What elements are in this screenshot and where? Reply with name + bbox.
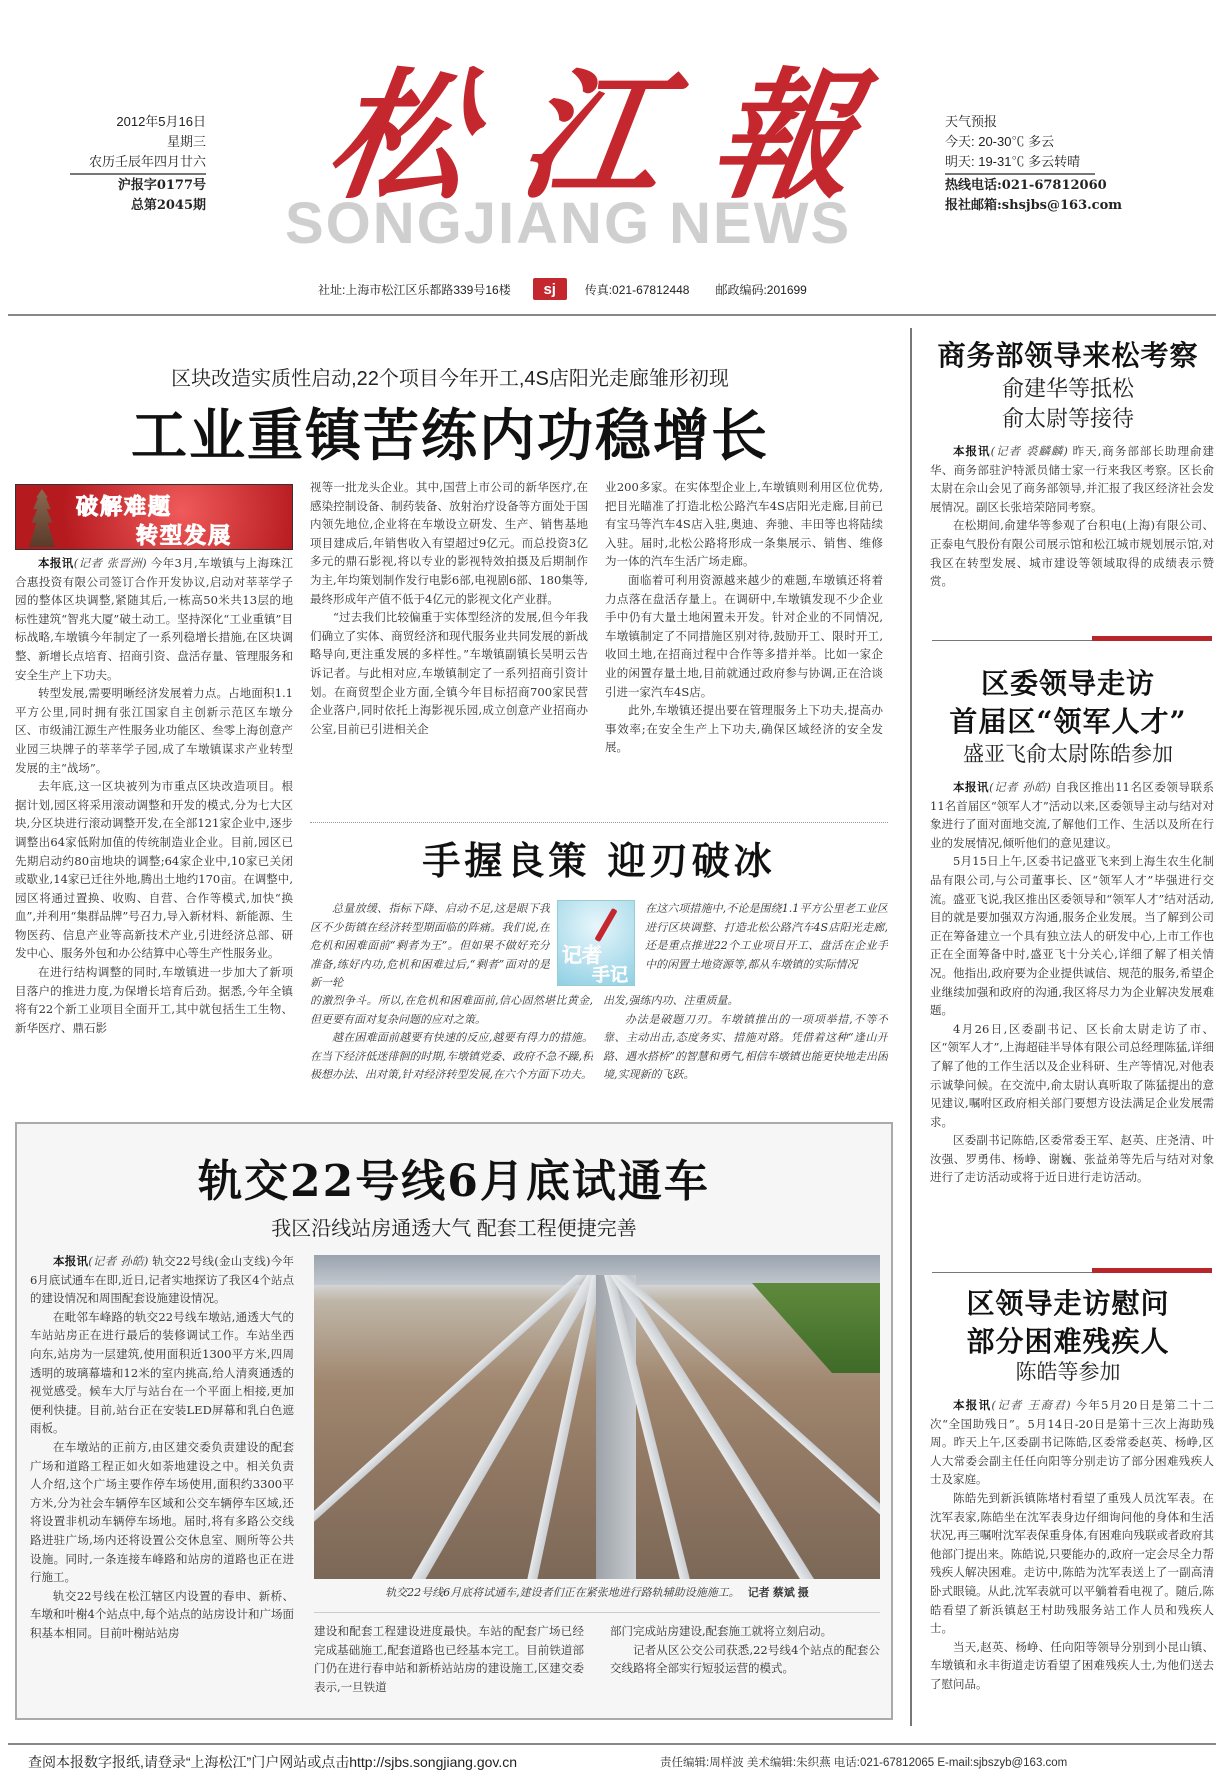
paragraph: 在车墩站的正前方,由区建交委负责建设的配套广场和道路工程正如火如荼地建设之中。相关负责人介绍,这个广场主要作停车场使用,面积约3300平方米,分为社会车辆停车区域和公交车辆停车区域,还将设置非机动车辆停车场地。届时,将有多路公交线路进驻广场,场内还将设置公交休息室、厕所等公共设施。同时,一条连接车峰路和站房的道路也正在进行施工。	[30, 1439, 294, 1585]
sidebar-headline-1[interactable]: 商务部领导来松考察	[937, 339, 1199, 372]
sidebar-article-1	[930, 442, 1214, 634]
sidebar-headline-3b[interactable]: 部分困难残疾人	[966, 1325, 1170, 1358]
sidebar-subheadline: 俞太尉等接待	[1001, 406, 1134, 431]
byline-lead: 本报讯	[53, 1254, 89, 1268]
weather-tomorrow: 明天: 19-31℃ 多云转晴	[945, 154, 1081, 169]
rail-article-col2	[314, 1622, 584, 1712]
lead-article-col2	[310, 478, 588, 808]
divider	[8, 314, 1216, 316]
divider	[70, 173, 206, 175]
divider	[945, 173, 1095, 175]
column-banner	[15, 484, 293, 550]
paragraph: 转型发展,需要明晰经济发展着力点。占地面积1.1平方公里,同时拥有张江国家自主创新示范区车墩分区、市级浦江源生产性服务业功能区、叁零上海创意产业园三块牌子的莘莘学子园,成了车墩镇谋求产业转型发展的主“战场”。	[15, 686, 293, 775]
notice-text: 查阅本报数字报纸,请登录“上海松江”门户网站或点击	[28, 1754, 350, 1770]
paragraph	[930, 442, 1214, 516]
paragraph-text: 今年5月20日是第二十二次“全国助残日”。5月14日-20日是第十三次上海助残周。昨天上午,区委副书记陈皓,区委常委赵英、杨峥,区人大常委会副主任任向阳等分别走访了部分困难残疾人士及家庭。	[930, 1398, 1214, 1487]
icon-label: 记者	[562, 943, 602, 967]
rail-article-col1	[30, 1252, 294, 1712]
commentary-left-top	[310, 900, 550, 992]
paragraph: 部门完成站房建设,配套施工就将立刻启动。	[610, 1624, 833, 1638]
issue-number: 总第2045期	[130, 198, 206, 213]
hotline: 热线电话:021-67812060	[945, 178, 1107, 193]
commentary-right-top	[645, 900, 888, 992]
digital-edition-link[interactable]: http://sjbs.songjiang.gov.cn	[349, 1754, 518, 1770]
section-divider	[932, 1272, 1212, 1273]
lead-article-col3	[605, 478, 883, 808]
sj-logo-icon: sj	[533, 278, 567, 300]
photo-field	[720, 1283, 880, 1373]
byline-lead: 本报讯	[953, 780, 990, 794]
lead-kicker: 区块改造实质性启动,22个项目今年开工,4S店阳光走廊雏形初现	[171, 368, 729, 390]
sidebar-subheadline: 俞建华等抵松	[1001, 376, 1134, 401]
banner-line1: 破解难题	[76, 495, 173, 520]
paragraph: “过去我们比较偏重于实体型经济的发展,但今年我们确立了实体、商贸经济和现代服务业共同发展的新战略导向,更注重发展的多样性。”车墩镇副镇长吴明云告诉记者。与此相对应,车墩镇制定了一系列招商引资计划。在商贸型企业方面,全镇今年目标招商700家民营企业落户,同时依托上海影视乐园,成立创意产业招商办公室,目前已引进相关企	[310, 610, 588, 736]
paragraph-text: 昨天,商务部部长助理俞建华、商务部驻沪特派员储士家一行来我区考察。区长俞太尉在佘山会见了商务部领导,并汇报了我区经济社会发展情况。副区长张培荣陪同考察。	[930, 444, 1214, 514]
banner-line2: 转型发展	[136, 524, 233, 549]
logo-char: 江	[510, 55, 670, 219]
paragraph: 出发,强练内功、注重质量。	[603, 994, 739, 1007]
caption-text: 轨交22号线6月底将试通车,建设者们正在紧张地进行路轨辅助设施施工。	[385, 1586, 740, 1599]
photo-caption	[314, 1584, 880, 1600]
paragraph-text: 今年3月,车墩镇与上海珠江合惠投资有限公司签订合作开发协议,启动对莘莘学子园的整体区块调整,紧随其后,一栋高50米共13层的地标性建筑“智兆大厦”破土动工。坚持深化“工业重镇”目标战略,车墩镇今年制定了一系列稳增长措施,在区块调整、新增长点培育、招商引资、盘活存量、管理服务和安全生产上下功夫。	[15, 556, 293, 682]
weather-contact-block	[945, 112, 1125, 216]
paragraph	[930, 1396, 1214, 1489]
paragraph: 轨交22号线在松江辖区内设置的春申、新桥、车墩和叶榭4个站点中,每个站点的站房设计和广场面积基本相同。目前叶榭站站房	[30, 1588, 294, 1640]
masthead-date-block	[60, 112, 206, 216]
address: 社址:上海市松江区乐都路339号16楼	[318, 282, 511, 297]
paragraph: 的激烈争斗。所以,在危机和困难面前,信心固然堪比黄金,但更要有面对复杂问题的应对之策。	[310, 994, 593, 1026]
photo-credit: 记者 蔡斌 摄	[747, 1587, 809, 1599]
paragraph: 当天,赵英、杨峥、任向阳等领导分别到小昆山镇、车墩镇和永丰街道走访看望了困难残疾人士,为他们送去了慰问品。	[930, 1639, 1214, 1691]
rail-article-col3	[610, 1622, 880, 1712]
paragraph: 此外,车墩镇还提出要在管理服务上下功夫,提高办事效率;在安全生产上下功夫,确保区域经济的安全发展。	[605, 703, 883, 755]
paragraph: 视等一批龙头企业。其中,国营上市公司的新华医疗,在感染控制设备、制药装备、放射治疗设备等方面处于国内领先地位,企业将在车墩设立研发、生产、销售基地项目建成后,年销售收入有望超过9亿元。而总投资3亿多元的鼎石影视,将以专业的影视特效拍摄及后期制作为主,年均策划制作发行电影6部,电视剧6部、180集等,最终形成年产值不低于4亿元的影视文化产业群。	[310, 480, 588, 606]
commentary-left-bottom	[310, 992, 593, 1102]
logo-english: SONGJIANG NEWS	[285, 191, 852, 256]
divider	[310, 822, 888, 823]
lead-article-col1	[15, 554, 293, 1094]
issue-date: 2012年5月16日	[116, 114, 206, 129]
lunar-date: 农历壬辰年四月廿六	[88, 154, 206, 169]
paragraph: 总量放缓、指标下降、启动不足,这是眼下我区不少街镇在经济转型期面临的阵痛。我们说,在危机和困难面前“剩者为王”。但如果不做好充分准备,练好内功,危机和困难过后,“剩者”面对的是新一轮	[310, 902, 550, 990]
sidebar-headline-3[interactable]: 区领导走访慰问	[966, 1287, 1170, 1320]
sidebar-article-2	[930, 778, 1214, 1278]
byline-reporter: (记者 王裔君)	[991, 1398, 1071, 1412]
paragraph: 业200多家。在实体型企业上,车墩镇则利用区位优势,把目光瞄准了打造北松公路汽车4S店阳光走廊,目前已有宝马等汽车4S店入驻,奥迪、奔驰、丰田等也将陆续入驻。届时,北松公路将形成一条集展示、销售、维修为一体的汽车生活广场走廊。	[605, 480, 883, 569]
email[interactable]: 报社邮箱:shsjbs@163.com	[945, 198, 1123, 213]
photo-beam	[408, 1275, 601, 1579]
postcode: 邮政编码:201699	[715, 282, 807, 297]
paragraph: 在毗邻车峰路的轨交22号线车墩站,通透大气的车站站房正在进行最后的装修调试工作。车站坐西向东,站房为一层建筑,使用面积近1300平方米,四周透明的玻璃幕墙和12米的室内挑高,给人清爽通透的视觉感受。候车大厅与站台在一个平面上相接,更加便利快捷。目前,站台正在安装LED屏幕和乳白色遮雨板。	[30, 1309, 294, 1436]
paragraph: 建设和配套工程建设进度最快。车站的配套广场已经完成基础施工,配套道路也已经基本完工。目前铁道部门仍在进行春申站和新桥站站房的建设施工,区建交委表示,一旦铁道	[314, 1624, 584, 1694]
paragraph-text: 自我区推出11名区委领导联系11名首届区“领军人才”活动以来,区委领导主动与结对对象进行了面对面地交流,了解他们工作、生活以及所在行业的发展情况,倾听他们的意见建议。	[930, 780, 1214, 850]
sidebar-headline-2b[interactable]: 首届区“领军人才”	[949, 705, 1187, 738]
address-bar	[318, 278, 938, 300]
paragraph: 5月15日上午,区委书记盛亚飞来到上海生农生化制品有限公司,与公司董事长、区“领军人才”毕强进行交流。盛亚飞说,我区推出区委领导和“领军人才”结对活动,目的就是要加强双方沟通,服务企业发展。当了解到公司正在筹备建立一个具有独立法人的研发中心,上市工作也正在全面筹备中时,盛亚飞十分关心,详细了解了相关情况。他指出,政府要为企业提供诚信、规范的服务,希望企业继续加强和政府的沟通,我区将尽力为企业解决发展难题。	[930, 854, 1214, 1018]
paragraph: 4月26日,区委副书记、区长俞太尉走访了市、区“领军人才”,上海超硅半导体有限公司总经理陈猛,详细了解了他的工作生活以及企业科研、生产等情况,对他表示诚挚问候。在交流中,俞太尉认真听取了陈猛提出的意见建议,嘱咐区政府相关部门要想方设法满足企业发展需求。	[930, 1021, 1214, 1129]
byline-reporter: (记者 裘麟麟)	[990, 444, 1068, 458]
newspaper-logo[interactable]	[318, 55, 862, 219]
paragraph	[930, 778, 1214, 852]
byline-reporter: (记者 孙皓)	[989, 780, 1051, 794]
lead-headline[interactable]: 工业重镇苦练内功稳增长	[131, 404, 769, 469]
issue-weekday: 星期三	[166, 134, 206, 149]
sidebar-subheadline: 陈皓等参加	[1015, 1361, 1121, 1384]
weather-title: 天气预报	[945, 114, 998, 129]
paragraph: 记者从区公交公司获悉,22号线4个站点的配套公交线路将全部实行短驳运营的模式。	[610, 1642, 880, 1676]
fax: 传真:021-67812448	[584, 282, 690, 297]
editor-credits: 责任编辑:周样波 美术编辑:朱织燕 电话:021-67812065 E-mail:sjbszyb@163.com	[660, 1757, 1068, 1769]
icon-label: 手记	[592, 965, 628, 986]
paragraph: 在进行结构调整的同时,车墩镇进一步加大了新项目落户的推进力度,为保增长培育后劲。据悉,今年全镇将有22个新工业项目全面开工,其中就包括生工生物、新华医疗、鼎石影	[15, 965, 293, 1035]
byline-reporter: (记者 张晋洲)	[73, 556, 147, 570]
pen-icon	[594, 908, 617, 942]
rail-headline[interactable]: 轨交22号线6月底试通车	[198, 1156, 710, 1207]
byline-lead: 本报讯	[953, 1398, 992, 1412]
byline-lead: 本报讯	[38, 556, 74, 570]
logo-char: 報	[702, 55, 862, 219]
divider	[314, 1612, 880, 1613]
section-divider	[932, 640, 1212, 641]
rail-construction-photo[interactable]	[314, 1255, 880, 1579]
paragraph	[15, 554, 293, 684]
weather-today: 今天: 20-30℃ 多云	[945, 134, 1055, 149]
paragraph: 在这六项措施中,不论是围绕1.1平方公里老工业区进行区块调整、打造北松公路汽车4S店阳光走廊,还是重点推进22个工业项目开工、盘活在企业手中的闲置土地资源等,都从车墩镇的实际情况	[645, 902, 888, 971]
paragraph: 区委副书记陈皓,区委常委王军、赵英、庄尧清、叶汝强、罗勇伟、杨峥、谢巍、张益弟等先后与结对对象进行了走访活动或将于近日进行走访活动。	[930, 1133, 1214, 1185]
paragraph: 去年底,这一区块被列为市重点区块改造项目。根据计划,园区将采用滚动调整和开发的模式,分为七大区块,分区块进行滚动调整开发,在全部121家企业中,逐步调整出64家低附加值的传统制造业企业。目前,园区已先期启动约80亩地块的调整;64家企业中,10家已关闭或歇业,14家已迁往外地,腾出土地约170亩。在调整中,园区将通过置换、收购、自营、合作等模式,加快“换血”,并利用“集群品牌”号召力,导入新材料、新能源、生物医药、信息产业等高新技术产业,引进经济总部、研发中心、服务外包和办公结算中心等生产性服务业。	[15, 779, 293, 961]
paragraph: 面临着可利用资源越来越少的难题,车墩镇还将着力点落在盘活存量上。在调研中,车墩镇发现不少企业手中仍有大量土地闲置未开发。针对企业的不同情况,车墩镇制定了不同措施区别对待,鼓励开工、限时开工,收回土地,在招商过程中合作等多措并举。比如一家企业的闲置存量土地,目前就通过政府参与协调,正在洽谈引进一家汽车4S店。	[605, 572, 883, 699]
paragraph: 陈皓先到新浜镇陈堵村看望了重残人员沈军表。在沈军表家,陈皓坐在沈军表身边仔细询问他的身体和生活状况,再三嘱咐沈军表保重身体,有困难向残联或者政府其他部门提出来。陈皓说,只要能办的,政府一定会尽全力帮残疾人解决困难。走访中,陈皓为沈军表送上了一副高清卧式眼镜。从此,沈军表就可以平躺着看电视了。随后,陈皓看望了新浜镇赵王村助残服务站工作人员和残疾人士。	[930, 1490, 1214, 1636]
commentary-headline[interactable]: 手握良策 迎刃破冰	[422, 838, 776, 883]
paragraph-text: 轨交22号线(金山支线)今年6月底试通车在即,近日,记者实地探访了我区4个站点的建设情况和周围配套设施建设情况。	[30, 1254, 294, 1306]
sidebar-subheadline: 盛亚飞俞太尉陈皓参加	[963, 743, 1173, 766]
sidebar-article-3	[930, 1396, 1214, 1712]
byline-reporter: (记者 孙皓)	[88, 1254, 149, 1268]
paragraph: 越在困难面前越要有快速的反应,越要有得力的措施。在当下经济低迷徘徊的时期,车墩镇党委、政府不急不躁,积极想办法、出对策,针对经济转型发展,在六个方面下功夫。	[310, 1031, 593, 1082]
pagoda-icon	[22, 489, 62, 547]
digital-edition-notice	[28, 1752, 517, 1772]
sidebar-headline-2[interactable]: 区委领导走访	[980, 667, 1155, 700]
reporter-notes-icon	[557, 900, 635, 986]
divider	[8, 1743, 1216, 1745]
registration-number: 沪报字0177号	[117, 178, 206, 193]
paragraph: 在松期间,俞建华等参观了台积电(上海)有限公司、正泰电气股份有限公司展示馆和松江城市规划展示馆,对我区在转型发展、城市建设等领域取得的成绩表示赞赏。	[930, 518, 1214, 589]
byline-lead: 本报讯	[953, 444, 991, 458]
logo-char: 松	[318, 55, 478, 219]
paragraph: 办法是破题刀刃。车墩镇推出的一项项举措,不等不靠、主动出击,态度务实、措施对路。凭借着这种“逢山开路、遇水搭桥”的智慧和勇气,相信车墩镇也能更快地走出困境,实现新的飞跃。	[603, 1012, 888, 1082]
rail-subheadline: 我区沿线站房通透大气 配套工程便捷完善	[271, 1218, 637, 1240]
commentary-right-bottom	[603, 992, 888, 1102]
column-divider	[910, 328, 912, 1726]
paragraph	[30, 1252, 294, 1308]
